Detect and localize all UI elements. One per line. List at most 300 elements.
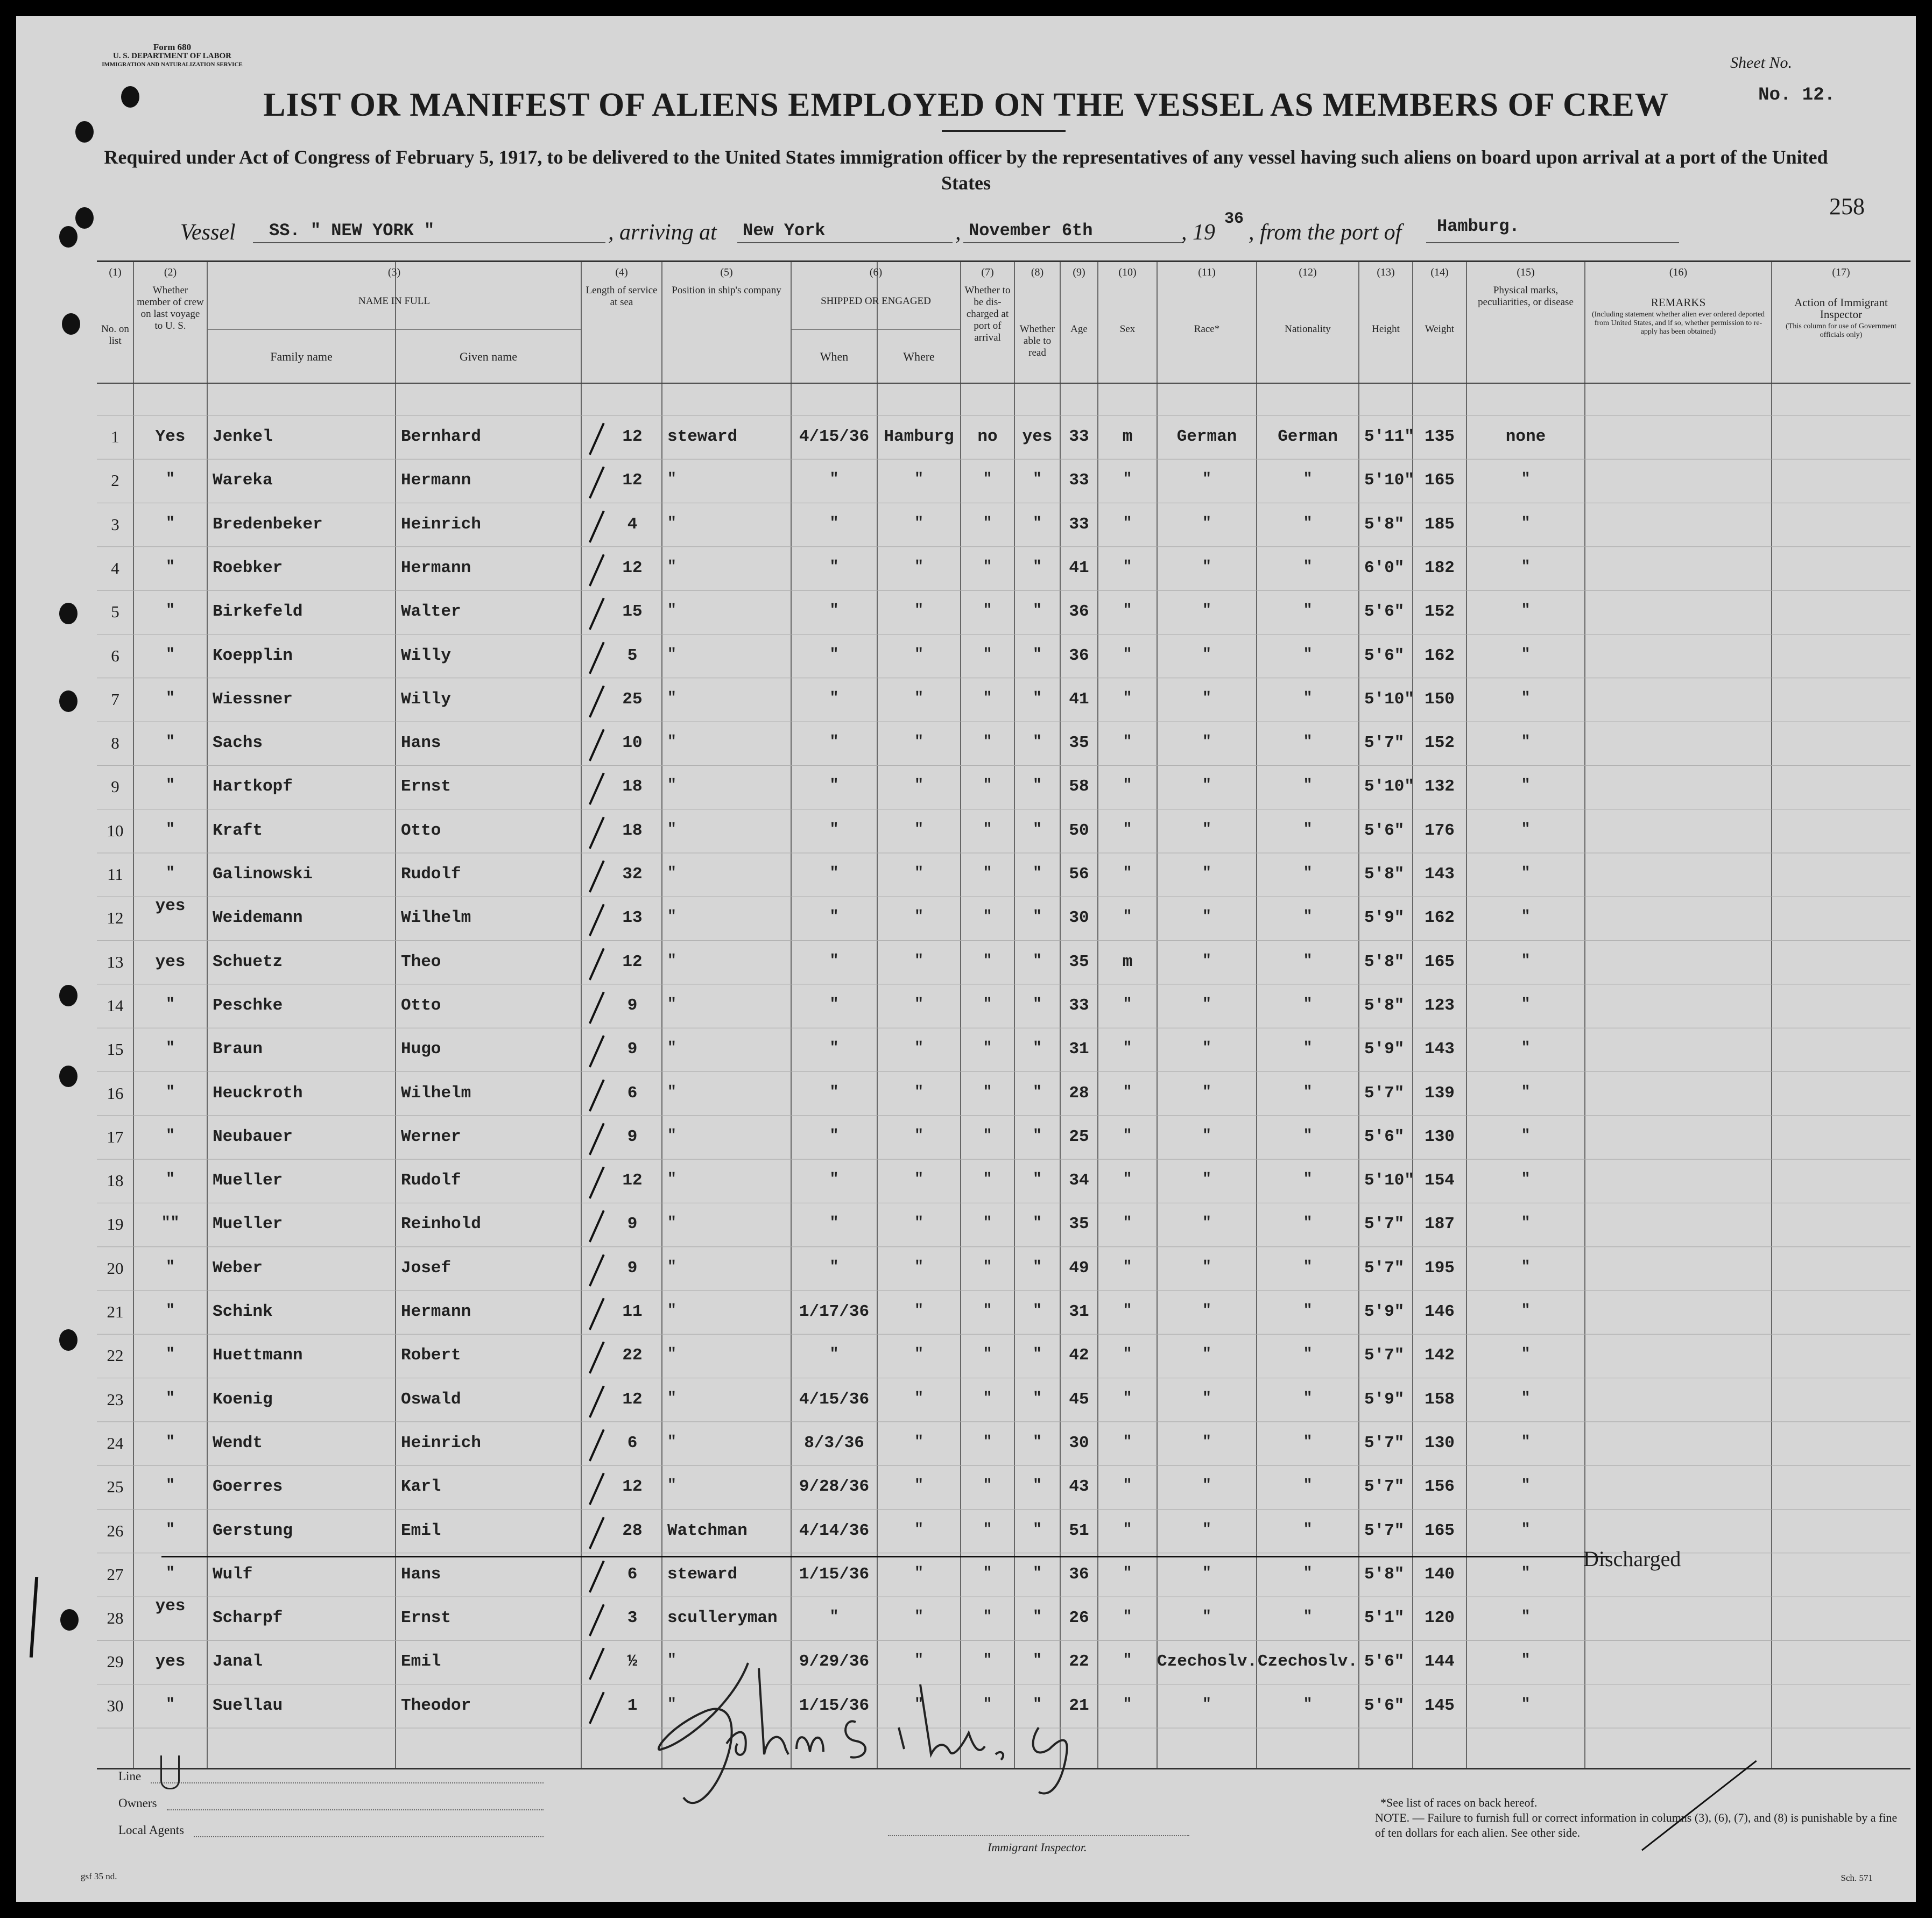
column-header-9 — [1060, 266, 1098, 337]
cell-where: " — [914, 1564, 923, 1582]
cell-where: " — [914, 1696, 923, 1713]
cell-sex: " — [1123, 1477, 1132, 1494]
cell-service: 22 — [622, 1346, 643, 1365]
cell-age: 35 — [1069, 1215, 1089, 1234]
cell-height: 5'11" — [1364, 427, 1415, 446]
cell-where: " — [914, 1652, 923, 1669]
remark-discharged: Discharged — [1583, 1547, 1681, 1571]
cell-height: 5'8" — [1364, 1564, 1405, 1584]
cell-given: Emil — [401, 1521, 441, 1540]
cell-discharged: " — [983, 1040, 992, 1057]
cell-read: " — [1033, 1433, 1042, 1450]
cell-sex: " — [1123, 821, 1132, 838]
cell-crew: " — [166, 777, 175, 794]
cell-sex: " — [1123, 734, 1132, 751]
cell-age: 58 — [1069, 777, 1089, 796]
cell-marks: " — [1521, 996, 1531, 1013]
column-label: Height — [1372, 323, 1400, 335]
cell-given: Willy — [401, 689, 452, 709]
cell-sex: " — [1123, 514, 1132, 532]
cell-crew: " — [166, 734, 175, 751]
cell-service: 18 — [622, 777, 643, 796]
cell-service: 5 — [627, 646, 638, 665]
cell-given: Ernst — [401, 777, 452, 796]
cell-crew: " — [166, 1433, 175, 1450]
cell-sex: " — [1123, 1346, 1132, 1363]
cell-age: 30 — [1069, 908, 1089, 928]
cell-height: 5'6" — [1364, 1652, 1405, 1672]
cell-height: 5'7" — [1364, 1521, 1405, 1540]
cell-family: Wulf — [213, 1564, 253, 1584]
cell-age: 33 — [1069, 996, 1089, 1015]
cell-where: " — [914, 514, 923, 532]
cell-service: 6 — [627, 1433, 638, 1452]
cell-read: " — [1033, 1171, 1042, 1188]
comma: , — [955, 220, 961, 245]
cell-when: " — [829, 689, 839, 707]
cell-service: 18 — [622, 821, 643, 840]
cell-sex: " — [1123, 1040, 1132, 1057]
cell-discharged: " — [983, 1302, 992, 1319]
cell-when: " — [829, 1083, 839, 1101]
cell-position: " — [667, 996, 676, 1013]
column-header-7 — [961, 266, 1014, 346]
cell-crew: " — [166, 558, 175, 575]
cell-sex: " — [1123, 1652, 1132, 1669]
cell-marks: " — [1521, 1171, 1531, 1188]
cell-weight: 162 — [1425, 646, 1455, 665]
column-number: (17) — [1832, 266, 1850, 278]
cell-weight: 132 — [1425, 777, 1455, 796]
cell-family: Kraft — [213, 821, 263, 840]
cell-age: 26 — [1069, 1609, 1089, 1628]
cell-age: 51 — [1069, 1521, 1089, 1540]
cell-where: " — [914, 1390, 923, 1407]
cell-when: 8/3/36 — [804, 1433, 864, 1452]
cell-when: " — [829, 1258, 839, 1275]
cell-when: " — [829, 1040, 839, 1057]
cell-weight: 140 — [1425, 1564, 1455, 1584]
cell-service: 11 — [622, 1302, 643, 1321]
cell-race: " — [1202, 1127, 1211, 1144]
cell-discharged: " — [983, 952, 992, 969]
manifest-page — [16, 16, 1916, 1902]
cell-nationality: " — [1303, 1171, 1313, 1188]
cell-sex: " — [1123, 996, 1132, 1013]
footnote — [1375, 1795, 1908, 1841]
cell-no: 8 — [111, 734, 119, 753]
page-title: LIST OR MANIFEST OF ALIENS EMPLOYED ON THE VESSEL AS MEMBERS OF CREW — [263, 87, 1669, 123]
cell-discharged: " — [983, 996, 992, 1013]
cell-given: Bernhard — [401, 427, 481, 446]
cell-marks: " — [1521, 865, 1531, 882]
cell-marks: " — [1521, 1696, 1531, 1713]
column-header-13 — [1359, 266, 1413, 337]
cell-marks: " — [1521, 1258, 1531, 1275]
cell-age: 21 — [1069, 1696, 1089, 1715]
cell-discharged: " — [983, 558, 992, 575]
cell-service: 9 — [627, 1040, 638, 1059]
cell-no: 25 — [107, 1477, 124, 1497]
cell-family: Peschke — [213, 996, 283, 1015]
cell-nationality: " — [1303, 1215, 1313, 1232]
cell-position: " — [667, 1477, 676, 1494]
cell-race: " — [1202, 821, 1211, 838]
column-header-8 — [1014, 266, 1060, 361]
cell-position: steward — [667, 1564, 738, 1584]
column-label: NAME IN FULL — [358, 295, 430, 307]
cell-height: 5'8" — [1364, 865, 1405, 884]
cell-marks: " — [1521, 908, 1531, 926]
cell-service: 12 — [622, 1171, 643, 1190]
cell-given: Werner — [401, 1127, 461, 1146]
cell-no: 1 — [111, 427, 119, 446]
cell-crew: " — [166, 1302, 175, 1319]
arriving-label: , arriving at — [608, 220, 717, 245]
cell-discharged: " — [983, 689, 992, 707]
inspector-field — [888, 1835, 1189, 1836]
cell-position: " — [667, 1083, 676, 1101]
cell-no: 12 — [107, 908, 124, 928]
column-label: Sex — [1119, 323, 1136, 335]
cell-discharged: " — [983, 777, 992, 794]
cell-race: " — [1202, 1477, 1211, 1494]
cell-race: " — [1202, 1083, 1211, 1101]
cell-discharged: " — [983, 602, 992, 619]
cell-when: " — [829, 1215, 839, 1232]
column-number: (6) — [869, 266, 883, 278]
column-subheader: Given name — [460, 350, 517, 363]
cell-nationality: " — [1303, 514, 1313, 532]
cell-service: 12 — [622, 1390, 643, 1409]
cell-no: 18 — [107, 1171, 124, 1190]
cell-where: " — [914, 908, 923, 926]
cell-when: " — [829, 1609, 839, 1626]
cell-race: " — [1202, 865, 1211, 882]
title-rule — [942, 130, 1066, 132]
cell-age: 31 — [1069, 1302, 1089, 1321]
cell-no: 11 — [107, 865, 123, 884]
column-label: Whether able to read — [1019, 323, 1055, 358]
cell-given: Hans — [401, 1564, 441, 1584]
cell-discharged: " — [983, 821, 992, 838]
cell-service: 3 — [627, 1609, 638, 1628]
cell-service: 9 — [627, 1215, 638, 1234]
cell-where: " — [914, 1258, 923, 1275]
cell-where: " — [914, 1346, 923, 1363]
cell-crew: " — [166, 821, 175, 838]
cell-given: Otto — [401, 996, 441, 1015]
column-note: (This column for use of Government officials only) — [1786, 322, 1896, 339]
cell-where: " — [914, 646, 923, 663]
vessel-label: Vessel — [180, 220, 236, 245]
cell-nationality: " — [1303, 821, 1313, 838]
cell-read: " — [1033, 1652, 1042, 1669]
column-number: (7) — [981, 266, 994, 278]
cell-when: 1/15/36 — [799, 1696, 870, 1715]
punch-hole — [59, 1329, 77, 1351]
cell-position: " — [667, 1390, 676, 1407]
cell-no: 7 — [111, 689, 119, 709]
column-label: Whether to be dis-charged at port of arrival — [964, 285, 1011, 343]
column-label: Position in ship's company — [672, 285, 781, 296]
cell-height: 5'7" — [1364, 1215, 1405, 1234]
cell-crew: " — [166, 514, 175, 532]
cell-where: " — [914, 952, 923, 969]
cell-nationality: " — [1303, 865, 1313, 882]
column-number: (8) — [1031, 266, 1044, 278]
cell-weight: 130 — [1425, 1433, 1455, 1452]
cell-read: " — [1033, 996, 1042, 1013]
arrival-date: November 6th — [969, 221, 1093, 241]
cell-no: 3 — [111, 514, 119, 534]
cell-nationality: " — [1303, 1521, 1313, 1538]
column-number: (10) — [1118, 266, 1137, 278]
schedule-number: Sch. 571 — [1841, 1873, 1873, 1883]
cell-race: " — [1202, 1433, 1211, 1450]
column-label: Whether member of crew on last voyage to U. S. — [137, 285, 204, 332]
cell-family: Goerres — [213, 1477, 283, 1497]
cell-sex: " — [1123, 1609, 1132, 1626]
cell-height: 5'6" — [1364, 821, 1405, 840]
cell-family: Weber — [213, 1258, 263, 1278]
cell-race: " — [1202, 1040, 1211, 1057]
cell-position: " — [667, 1171, 676, 1188]
cell-marks: " — [1521, 734, 1531, 751]
cell-race: " — [1202, 558, 1211, 575]
cell-age: 28 — [1069, 1083, 1089, 1103]
punch-hole — [75, 121, 94, 143]
cell-height: 5'6" — [1364, 1127, 1405, 1146]
cell-where: " — [914, 602, 923, 619]
cell-where: " — [914, 1521, 923, 1538]
cell-height: 5'8" — [1364, 952, 1405, 971]
cell-height: 5'8" — [1364, 996, 1405, 1015]
cell-read: " — [1033, 1477, 1042, 1494]
cell-race: " — [1202, 646, 1211, 663]
cell-read: " — [1033, 1609, 1042, 1626]
column-label: REMARKS — [1651, 296, 1706, 309]
cell-weight: 152 — [1425, 602, 1455, 622]
cell-height: 5'10" — [1364, 777, 1415, 796]
cell-age: 31 — [1069, 1040, 1089, 1059]
cell-given: Rudolf — [401, 865, 461, 884]
cell-marks: " — [1521, 1083, 1531, 1101]
cell-read: " — [1033, 558, 1042, 575]
cell-age: 36 — [1069, 646, 1089, 665]
cell-when: 9/29/36 — [799, 1652, 870, 1672]
cell-discharged: " — [983, 646, 992, 663]
from-rule — [1426, 242, 1679, 243]
cell-race: " — [1202, 1609, 1211, 1626]
cell-nationality: " — [1303, 1390, 1313, 1407]
cell-read: " — [1033, 1040, 1042, 1057]
cell-marks: " — [1521, 1390, 1531, 1407]
cell-no: 30 — [107, 1696, 124, 1715]
column-number: (1) — [109, 266, 122, 278]
cell-marks: " — [1521, 1302, 1531, 1319]
cell-family: Birkefeld — [213, 602, 303, 622]
cell-read: " — [1033, 1696, 1042, 1713]
column-subheader: Where — [903, 350, 935, 363]
cell-family: Jenkel — [213, 427, 273, 446]
punch-hole — [75, 207, 94, 229]
cell-given: Theodor — [401, 1696, 471, 1715]
cell-service: 4 — [627, 514, 638, 534]
cell-age: 41 — [1069, 689, 1089, 709]
cell-read: " — [1033, 1083, 1042, 1101]
column-label: Nationality — [1285, 323, 1331, 335]
cell-service: 28 — [622, 1521, 643, 1540]
cell-weight: 150 — [1425, 689, 1455, 709]
cell-height: 5'8" — [1364, 514, 1405, 534]
column-number: (9) — [1073, 266, 1085, 278]
cell-height: 6'0" — [1364, 558, 1405, 577]
footer-handwritten-mark — [160, 1755, 180, 1789]
cell-sex: " — [1123, 865, 1132, 882]
cell-no: 6 — [111, 646, 119, 665]
cell-given: Heinrich — [401, 514, 481, 534]
cell-marks: " — [1521, 1477, 1531, 1494]
cell-when: " — [829, 1127, 839, 1144]
column-label: Race* — [1194, 323, 1220, 335]
cell-when: 1/15/36 — [799, 1564, 870, 1584]
cell-nationality: " — [1303, 1083, 1313, 1101]
cell-sex: " — [1123, 1521, 1132, 1538]
cell-discharged: " — [983, 1127, 992, 1144]
punch-hole — [59, 1066, 77, 1087]
cell-height: 5'9" — [1364, 1390, 1405, 1409]
cell-given: Josef — [401, 1258, 452, 1278]
cell-nationality: " — [1303, 689, 1313, 707]
cell-weight: 144 — [1425, 1652, 1455, 1672]
cell-discharged: " — [983, 1258, 992, 1275]
cell-height: 5'9" — [1364, 908, 1405, 928]
department: U. S. DEPARTMENT OF LABOR — [112, 52, 232, 60]
cell-marks: " — [1521, 1433, 1531, 1450]
cell-nationality: " — [1303, 996, 1313, 1013]
cell-given: Oswald — [401, 1390, 461, 1409]
cell-weight: 182 — [1425, 558, 1455, 577]
cell-discharged: " — [983, 1696, 992, 1713]
cell-read: " — [1033, 1390, 1042, 1407]
cell-read: " — [1033, 646, 1042, 663]
cell-nationality: " — [1303, 1564, 1313, 1582]
cell-sex: " — [1123, 1258, 1132, 1275]
footer-owners-field — [167, 1809, 544, 1810]
cell-where: " — [914, 996, 923, 1013]
cell-position: " — [667, 1127, 676, 1144]
cell-read: " — [1033, 1521, 1042, 1538]
cell-no: 19 — [107, 1215, 124, 1234]
cell-position: " — [667, 1346, 676, 1363]
cell-nationality: " — [1303, 1609, 1313, 1626]
cell-race: " — [1202, 1215, 1211, 1232]
cell-weight: 143 — [1425, 865, 1455, 884]
cell-family: Sachs — [213, 734, 263, 753]
cell-service: 6 — [627, 1564, 638, 1584]
cell-weight: 139 — [1425, 1083, 1455, 1103]
cell-height: 5'7" — [1364, 1258, 1405, 1278]
cell-read: " — [1033, 908, 1042, 926]
cell-nationality: " — [1303, 1433, 1313, 1450]
cell-no: 14 — [107, 996, 124, 1015]
cell-sex: " — [1123, 1302, 1132, 1319]
cell-position: steward — [667, 427, 738, 446]
cell-nationality: " — [1303, 646, 1313, 663]
footer-agents-label: Local Agents — [118, 1823, 184, 1837]
cell-race: " — [1202, 1390, 1211, 1407]
margin-mark — [30, 1577, 38, 1658]
cell-crew: yes — [155, 897, 186, 916]
cell-where: " — [914, 1171, 923, 1188]
cell-discharged: " — [983, 1083, 992, 1101]
column-label: No. on list — [101, 323, 129, 347]
cell-height: 5'6" — [1364, 1696, 1405, 1715]
cell-no: 28 — [107, 1609, 124, 1628]
crew-manifest-table — [97, 260, 1910, 1769]
footer-agents-field — [194, 1836, 544, 1837]
cell-family: Koenig — [213, 1390, 273, 1409]
cell-race: Czechoslv. — [1157, 1652, 1258, 1672]
cell-height: 5'9" — [1364, 1040, 1405, 1059]
cell-no: 26 — [107, 1521, 124, 1540]
cell-discharged: no — [977, 427, 998, 446]
cell-no: 16 — [107, 1083, 124, 1103]
cell-race: " — [1202, 471, 1211, 488]
cell-where: " — [914, 1477, 923, 1494]
cell-position: " — [667, 1215, 676, 1232]
cell-family: Wiessner — [213, 689, 293, 709]
cell-family: Gerstung — [213, 1521, 293, 1540]
cell-crew: " — [166, 1521, 175, 1538]
cell-weight: 162 — [1425, 908, 1455, 928]
punch-hole — [59, 603, 77, 624]
cell-nationality: " — [1303, 602, 1313, 619]
stamped-page-number: 258 — [1829, 193, 1865, 220]
cell-age: 45 — [1069, 1390, 1089, 1409]
cell-when: " — [829, 471, 839, 488]
cell-where: " — [914, 558, 923, 575]
cell-marks: " — [1521, 558, 1531, 575]
cell-crew: " — [166, 1040, 175, 1057]
cell-family: Neubauer — [213, 1127, 293, 1146]
cell-given: Otto — [401, 821, 441, 840]
cell-no: 5 — [111, 602, 119, 622]
cell-nationality: German — [1278, 427, 1338, 446]
cell-position: " — [667, 1302, 676, 1319]
cell-family: Mueller — [213, 1171, 283, 1190]
cell-when: " — [829, 514, 839, 532]
cell-service: 12 — [622, 558, 643, 577]
cell-read: " — [1033, 471, 1042, 488]
cell-read: " — [1033, 602, 1042, 619]
cell-marks: " — [1521, 1521, 1531, 1538]
cell-marks: " — [1521, 602, 1531, 619]
cell-position: " — [667, 689, 676, 707]
cell-race: " — [1202, 1696, 1211, 1713]
cell-given: Rudolf — [401, 1171, 461, 1190]
cell-discharged: " — [983, 1564, 992, 1582]
cell-crew: " — [166, 1390, 175, 1407]
cell-age: 35 — [1069, 734, 1089, 753]
cell-height: 5'7" — [1364, 1477, 1405, 1497]
cell-position: " — [667, 952, 676, 969]
cell-when: " — [829, 865, 839, 882]
cell-race: " — [1202, 689, 1211, 707]
cell-service: 10 — [622, 734, 643, 753]
cell-service: ½ — [627, 1652, 638, 1672]
